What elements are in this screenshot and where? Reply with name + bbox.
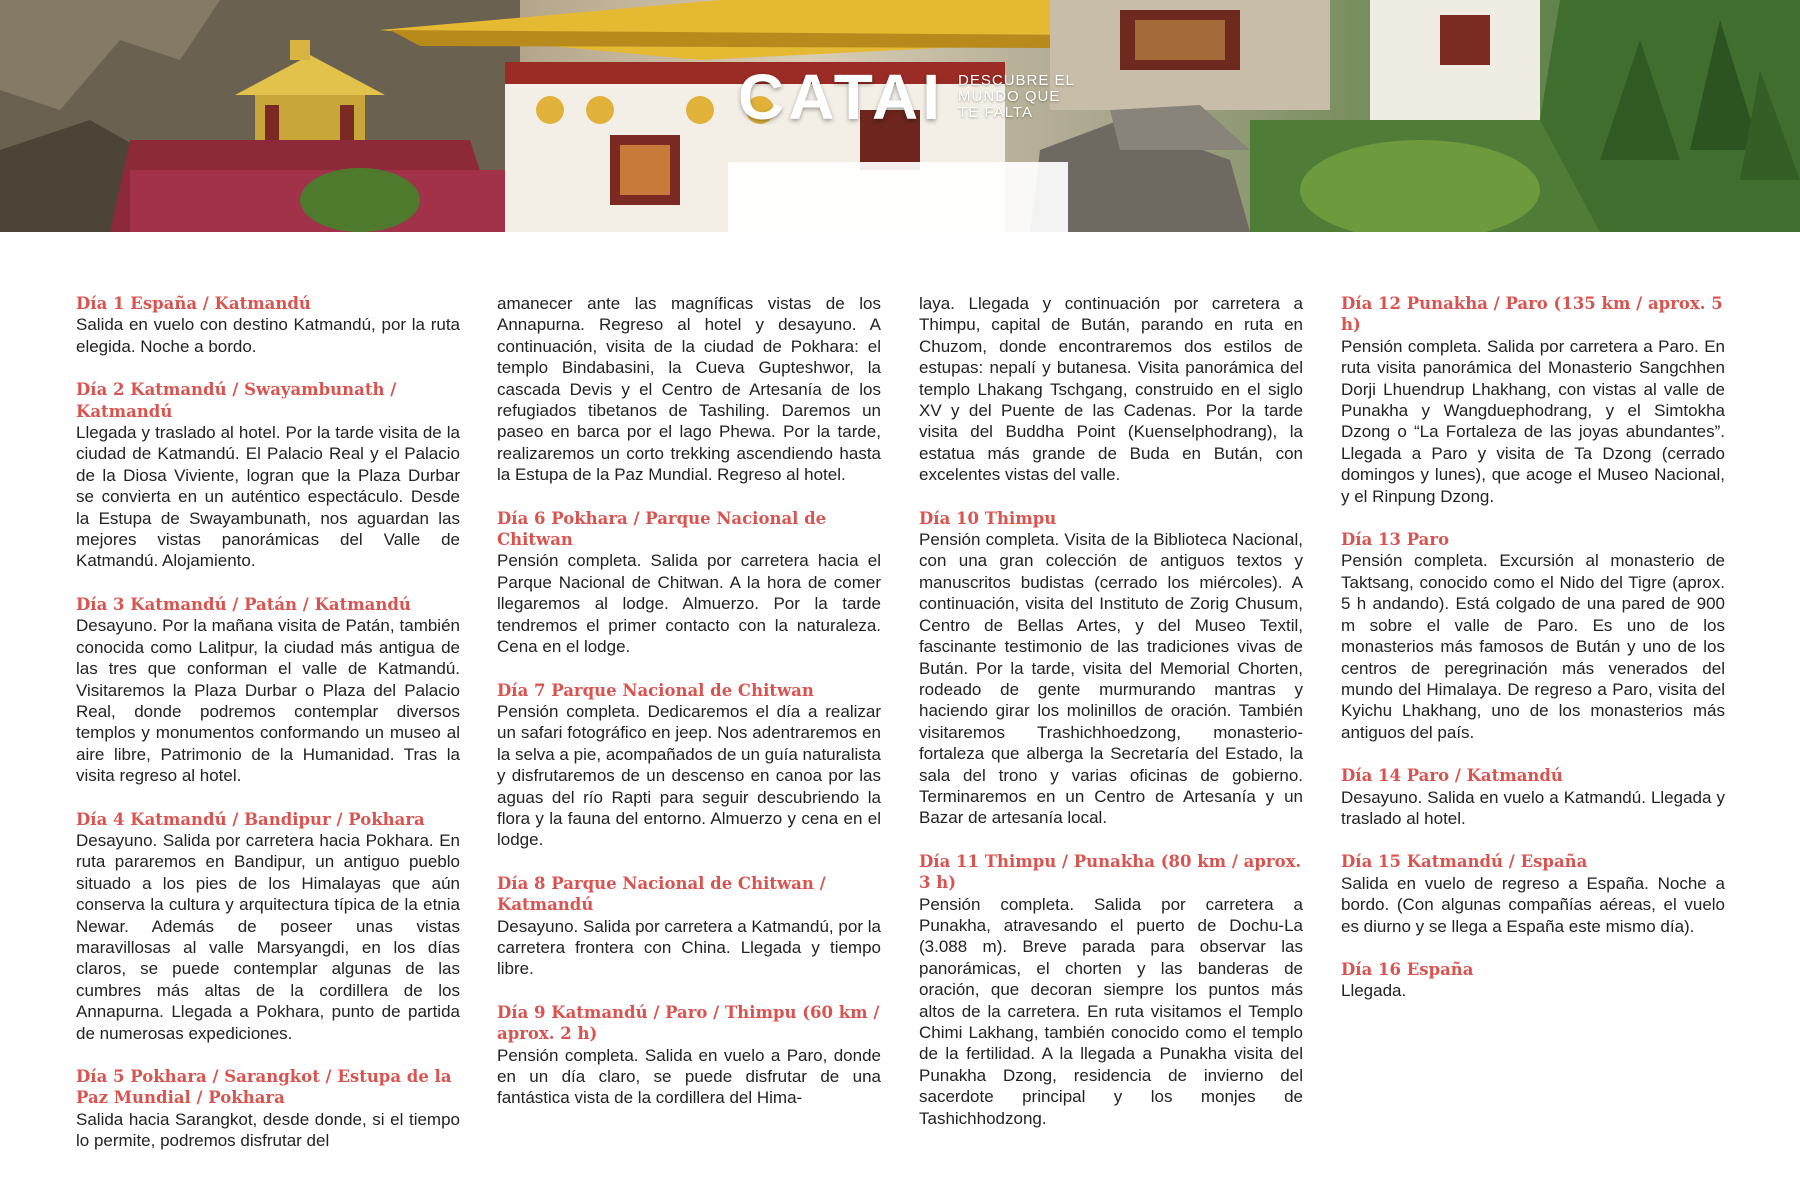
day-entry: [76, 594, 460, 787]
day-text: Pensión completa. Dedicaremos el día a realizar un safari fotográfico en jeep. Nos adentraremos en la selva a pie, acompañados de un guía naturalista y disfrutaremos de un descenso en canoa por las aguas del río Rapti para seguir descubriendo la flora y la fauna del entorno. Almuerzo y cena en el lodge.: [497, 701, 881, 850]
itinerary-column-2: [497, 293, 881, 1131]
itinerary: [76, 293, 1726, 1163]
day-entry: [497, 508, 881, 658]
day-text: Llegada y traslado al hotel. Por la tarde visita de la ciudad de Katmandú. El Palacio Real y el Palacio de la Diosa Viviente, logran que la Plaza Durbar se convierta en un auténtico espectáculo. Desde la Estupa de Swayambunath, nos aguardan las mejores vistas panorámicas del Valle de Katmandú. Alojamiento.: [76, 423, 460, 571]
day-entry: [1341, 851, 1725, 937]
day-text: Desayuno. Por la mañana visita de Patán, también conocida como Lalitpur, la ciudad más antigua de las tres que conforman el valle de Katmandú. Visitaremos la Plaza Durbar o Plaza del Palacio Real, donde podremos contemplar diversos templos y monumentos conformando un museo al aire libre, Patrimonio de la Humanidad. Tras la visita regreso al hotel.: [76, 616, 460, 786]
day-title: Día 8 Parque Nacional de Chitwan / Katmandú: [497, 873, 826, 915]
day-text: Pensión completa. Salida por carretera a Punakha, atravesando el puerto de Dochu-La (3.088 m). Breve parada para observar las panorámicas, el chorten y las banderas de oración, que decoran siempre los puntos más altos de la carretera. En ruta visitamos el Templo Chimi Lakhang, también conocido como el templo de la fertilidad. A la llegada a Punakha visita del Punakha Dzong, residencia de invierno del sacerdote principal y los monjes de Tashichhodzong.: [919, 894, 1303, 1128]
day-text: Pensión completa. Visita de la Biblioteca Nacional, con una gran colección de antiguos textos y manuscritos budistas (cerrado los miércoles). A continuación, visita del Instituto de Zorig Chusum, Centro de Bellas Artes, y del Museo Textil, fascinante testimonio de las tradiciones vivas de Bután. Por la tarde, visita del Memorial Chorten, rodeado de gente murmurando mantras y haciendo girar los molinillos de oración. También visitaremos Trashichhoedzong, monasterio-fortaleza que alberga la Secretaría del Estado, la sala del trono y varias oficinas de gobierno. Terminaremos en un Centro de Artesanía y un Bazar de artesanía local.: [919, 530, 1303, 828]
day-title: Día 16 España: [1341, 959, 1474, 979]
day-title: Día 5 Pokhara / Sarangkot / Estupa de la Paz Mundial / Pokhara: [76, 1067, 452, 1108]
day-text: Pensión completa. Salida en vuelo a Paro, donde en un día claro, se puede disfrutar de una fantástica vista de la cordillera del Hima-: [497, 1045, 881, 1108]
day-title: Día 10 Thimpu: [919, 508, 1057, 528]
day-entry: [919, 508, 1303, 829]
day-entry: [1341, 293, 1725, 507]
day-entry: [76, 1066, 460, 1152]
day-text: Salida en vuelo con destino Katmandú, por la ruta elegida. Noche a bordo.: [76, 315, 460, 356]
day-title: Día 2 Katmandú / Swayambunath / Katmandú: [76, 380, 397, 421]
day-title: Día 11 Thimpu / Punakha (80 km / aprox. 3 h): [919, 851, 1302, 893]
day-text: Desayuno. Salida en vuelo a Katmandú. Llegada y traslado al hotel.: [1341, 787, 1725, 828]
day-text: Pensión completa. Excursión al monasterio de Taktsang, conocido como el Nido del Tigre (aprox. 5 h andando). Está colgado de una pared de 900 m sobre el valle de Paro. Es uno de los monasterios más famosos de Bután y uno de los centros de peregrinación más venerados del mundo del Himalaya. De regreso a Paro, visita del Kyichu Lhakhang, uno de los monasterios más antiguos del país.: [1341, 551, 1725, 742]
day-text: Pensión completa. Salida por carretera a Paro. En ruta visita panorámica del Monasterio Sangchhen Dorji Lhuendrup Lhakhang, con vistas al valle de Punakha y Wangduephodrang, y el Simtokha Dzong o “La Fortaleza de las joyas abundantes”. Llegada a Paro y visita de Ta Dzong (cerrado domingos y lunes), que acoge el Museo Nacional, y el Rinpung Dzong.: [1341, 336, 1725, 506]
day-entry: [497, 873, 881, 980]
itinerary-column-1: [76, 293, 460, 1174]
day-entry: [1341, 529, 1725, 743]
day-entry-continued: [919, 293, 1303, 486]
day-title: Día 1 España / Katmandú: [76, 294, 311, 313]
day-entry: [1341, 765, 1725, 829]
day-title: Día 15 Katmandú / España: [1341, 852, 1588, 872]
header-banner: [0, 0, 1800, 232]
day-title: Día 14 Paro / Katmandú: [1341, 766, 1563, 786]
day-text: laya. Llegada y continuación por carretera a Thimpu, capital de Bután, parando en ruta en Chuzom, donde encontraremos dos estilos de estupas: nepalí y butanesa. Visita panorámica del templo Lhakang Tschgang, construido en el siglo XV y del Puente de las Cadenas. Por la tarde visita del Buddha Point (Kuenselphodrang), la estatua más grande de Buda en Bután, con excelentes vistas del valle.: [919, 294, 1303, 485]
day-title: Día 13 Paro: [1341, 530, 1450, 550]
brand-logo: CATAI: [738, 61, 945, 133]
day-title: Día 6 Pokhara / Parque Nacional de Chitwan: [497, 508, 827, 550]
day-title: Día 7 Parque Nacional de Chitwan: [497, 680, 814, 700]
day-entry: [919, 851, 1303, 1129]
day-entry: [497, 1002, 881, 1109]
day-text: Salida hacia Sarangkot, desde donde, si el tiempo lo permite, podremos disfrutar del: [76, 1109, 460, 1151]
day-entry: [76, 809, 460, 1044]
day-entry: [76, 379, 460, 572]
day-text: Llegada.: [1341, 981, 1407, 1001]
banner-white-tab: [728, 162, 1068, 232]
day-text: Desayuno. Salida por carretera hacia Pokhara. En ruta pararemos en Bandipur, un antiguo pueblo situado a los pies de los Himalayas que aún conserva la cultura y arquitectura típica de la etnia Newar. Además de poseer unas vistas maravillosas al valle Marsyangdi, en los días claros, se puede contemplar algunas de las cumbres más altas de la cordillera de los Annapurna. Llegada a Pokhara, punto de partida de numerosas expediciones.: [76, 830, 460, 1043]
brand-lockup: [738, 62, 1078, 132]
day-entry: [76, 293, 460, 357]
brand-tagline: DESCUBRE EL MUNDO QUE TE FALTA: [958, 72, 1075, 121]
day-text: Salida en vuelo de regreso a España. Noche a bordo. (Con algunas compañías aéreas, el vuelo es diurno y se llega a España este mismo día).: [1341, 873, 1725, 936]
day-title: Día 12 Punakha / Paro (135 km / aprox. 5 h): [1341, 294, 1723, 335]
day-text: Pensión completa. Salida por carretera hacia el Parque Nacional de Chitwan. A la hora de comer llegaremos al lodge. Almuerzo. Por la tarde tendremos el primer contacto con la naturaleza. Cena en el lodge.: [497, 551, 881, 657]
day-entry: [1341, 959, 1725, 1002]
itinerary-column-3: [919, 293, 1303, 1151]
day-title: Día 9 Katmandú / Paro / Thimpu (60 km / aprox. 2 h): [497, 1002, 880, 1044]
day-text: amanecer ante las magníficas vistas de los Annapurna. Regreso al hotel y desayuno. A continuación, visita de la ciudad de Pokhara: el templo Bindabasini, la Cueva Gupteshwor, la cascada Devis y el Centro de Artesanía de los refugiados tibetanos de Tashiling. Daremos un paseo en barca por el lago Phewa. Por la tarde, realizaremos un corto trekking ascendiendo hasta la Estupa de la Paz Mundial. Regreso al hotel.: [497, 294, 881, 485]
day-entry-continued: [497, 293, 881, 486]
day-entry: [497, 680, 881, 851]
day-title: Día 4 Katmandú / Bandipur / Pokhara: [76, 809, 425, 829]
itinerary-column-4: [1341, 293, 1725, 1024]
day-text: Desayuno. Salida por carretera a Katmandú, por la carretera frontera con China. Llegada y tiempo libre.: [497, 916, 881, 979]
day-title: Día 3 Katmandú / Patán / Katmandú: [76, 594, 411, 614]
